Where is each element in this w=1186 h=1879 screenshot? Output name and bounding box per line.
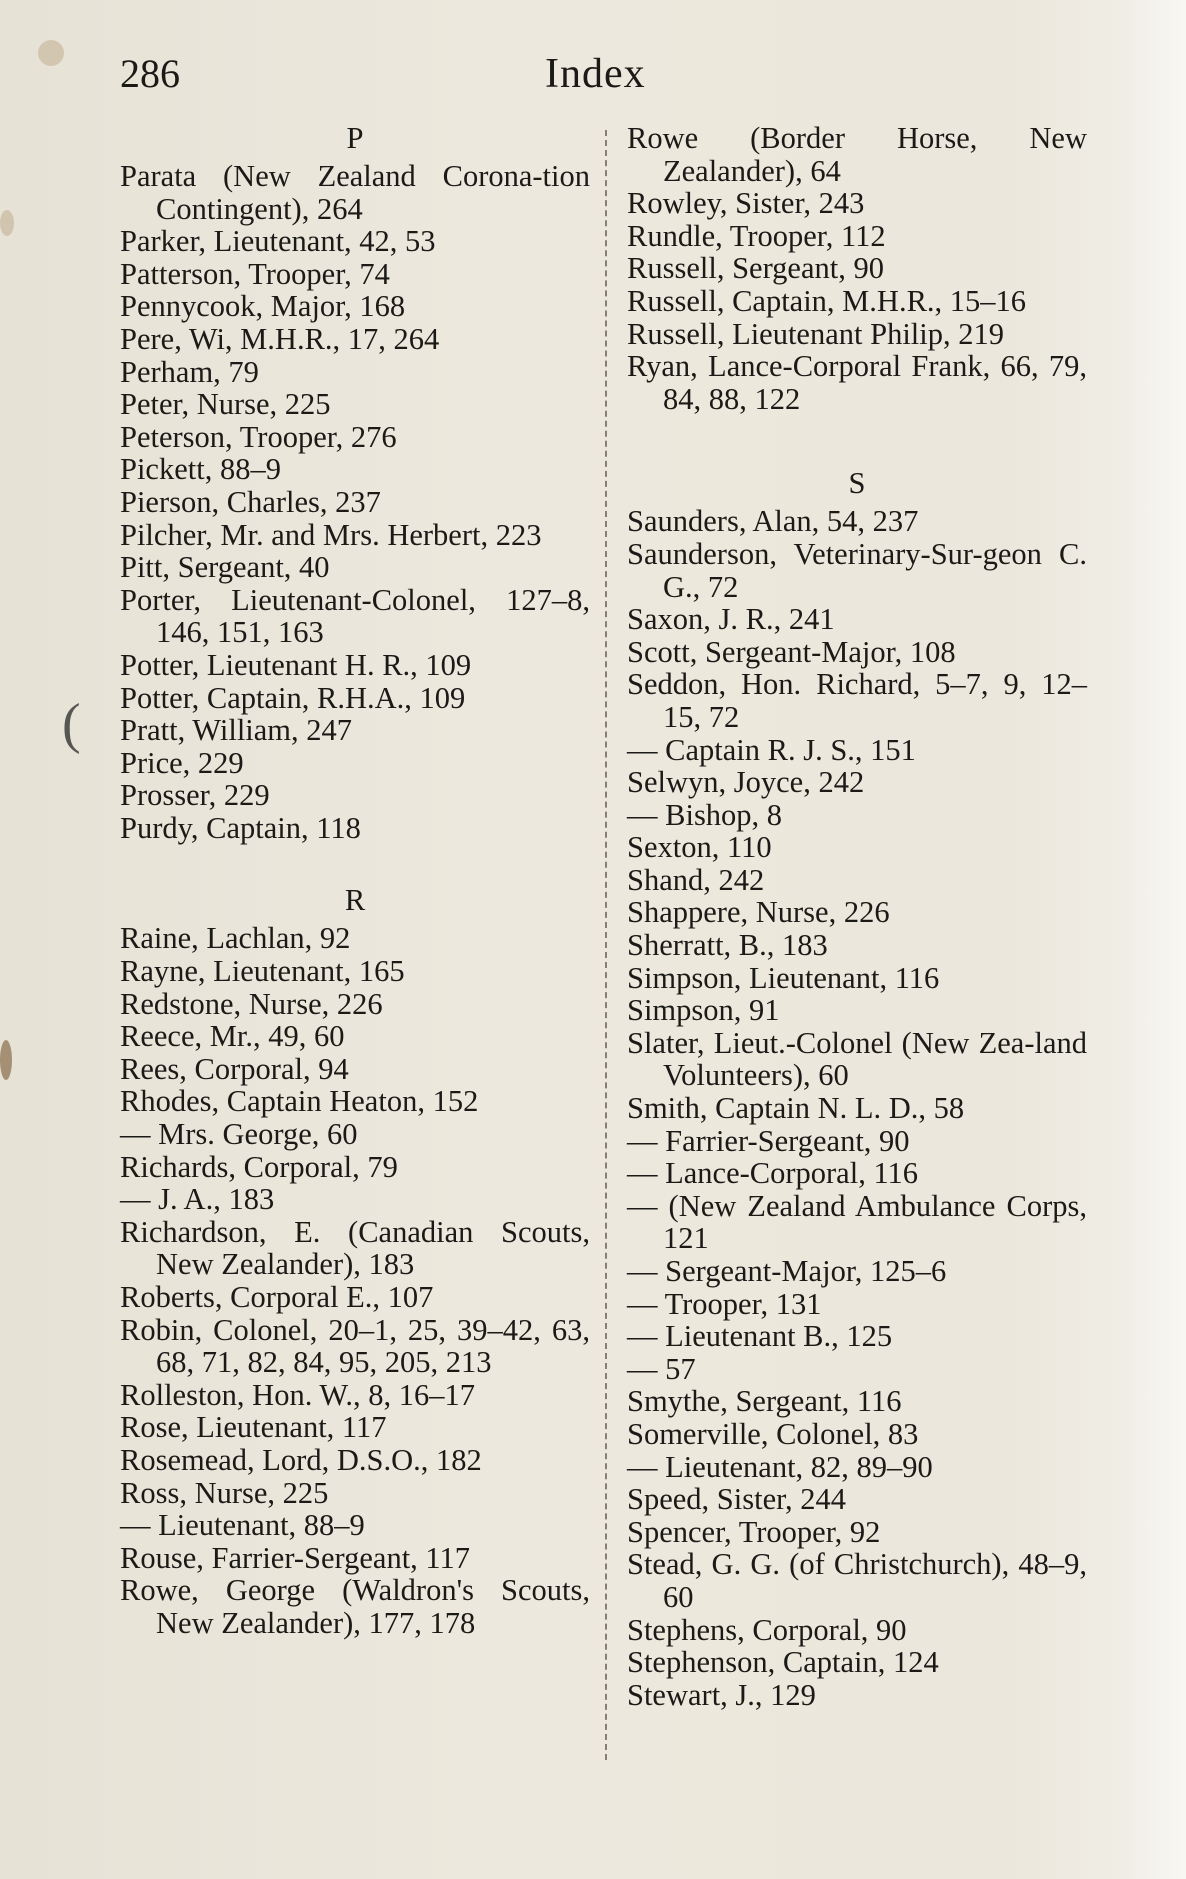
index-entry: Rouse, Farrier-Sergeant, 117 <box>120 1540 471 1575</box>
index-entry: Raine, Lachlan, 92 <box>120 921 351 956</box>
left-column <box>120 122 590 1640</box>
index-entry: Rosemead, Lord, D.S.O., 182 <box>120 1442 482 1477</box>
index-entry: Rundle, Trooper, 112 <box>627 218 886 253</box>
index-entry: Purdy, Captain, 118 <box>120 810 361 845</box>
section-letter-s: S <box>848 466 866 501</box>
index-entry: Scott, Sergeant-Major, 108 <box>627 634 956 669</box>
index-entry: — Bishop, 8 <box>627 797 783 832</box>
index-entry: Pilcher, Mr. and Mrs. Herbert, 223 <box>120 517 542 552</box>
index-entry: Perham, 79 <box>120 354 259 389</box>
index-entry: Pierson, Charles, 237 <box>120 484 381 519</box>
index-entry: Sherratt, B., 183 <box>627 928 828 963</box>
index-entry: Seddon, Hon. Richard, 5–7, 9, 12–15, 72 <box>627 667 1087 734</box>
index-entry: Ross, Nurse, 225 <box>120 1475 329 1510</box>
index-entry: Shappere, Nurse, 226 <box>627 895 890 930</box>
index-entry: Peter, Nurse, 225 <box>120 387 331 422</box>
index-entry: Price, 229 <box>120 745 244 780</box>
index-entry: — Sergeant-Major, 125–6 <box>627 1254 947 1288</box>
index-entry: Pratt, William, 247 <box>120 713 353 748</box>
index-entry: Stephens, Corporal, 90 <box>627 1612 907 1647</box>
index-entry: Shand, 242 <box>627 862 765 897</box>
index-entry: Slater, Lieut.-Colonel (New Zea-land Volunteers), 60 <box>627 1025 1087 1093</box>
index-entry: Richardson, E. (Canadian Scouts, New Zealander), 183 <box>120 1214 590 1282</box>
margin-bracket-mark: ( <box>62 693 81 755</box>
index-entry: Rowe (Border Horse, New Zealander), 64 <box>627 121 1087 188</box>
paper-stain <box>0 1040 12 1080</box>
index-entry: Rolleston, Hon. W., 8, 16–17 <box>120 1377 476 1412</box>
index-entry: Rose, Lieutenant, 117 <box>120 1410 387 1445</box>
index-entry: — Lance-Corporal, 116 <box>627 1156 919 1191</box>
index-entry: Robin, Colonel, 20–1, 25, 39–42, 63, 68, 71, 82, 84, 95, 205, 213 <box>120 1312 590 1380</box>
index-entry: Rayne, Lieutenant, 165 <box>120 954 405 989</box>
index-entry: Saunders, Alan, 54, 237 <box>627 504 919 539</box>
index-entry: Ryan, Lance-Corporal Frank, 66, 79, 84, 88, 122 <box>627 349 1087 416</box>
index-entry: Rees, Corporal, 94 <box>120 1051 349 1086</box>
index-entry: Speed, Sister, 244 <box>627 1482 847 1517</box>
index-entry: Selwyn, Joyce, 242 <box>627 765 865 800</box>
index-entry: Saunderson, Veterinary-Sur-geon C. G., 72 <box>627 536 1087 604</box>
index-entry: — Lieutenant B., 125 <box>627 1319 893 1354</box>
index-entry: Peterson, Trooper, 276 <box>120 419 397 454</box>
index-entry: Russell, Lieutenant Philip, 219 <box>627 316 1004 351</box>
index-entry: — 57 <box>627 1351 696 1386</box>
index-entry: Stewart, J., 129 <box>627 1677 816 1712</box>
index-entry: Rowe, George (Waldron's Scouts, New Zealander), 177, 178 <box>120 1573 590 1640</box>
index-entry: — Mrs. George, 60 <box>120 1117 358 1152</box>
index-entry: Roberts, Corporal E., 107 <box>120 1280 434 1314</box>
index-entry: — (New Zealand Ambulance Corps, 121 <box>627 1188 1087 1256</box>
column-divider <box>605 130 607 1760</box>
index-entry: Potter, Lieutenant H. R., 109 <box>120 647 472 682</box>
index-entry: — Lieutenant, 88–9 <box>120 1508 365 1543</box>
page-number: 286 <box>120 51 180 96</box>
index-entry: — Farrier-Sergeant, 90 <box>627 1123 910 1158</box>
index-entry: Prosser, 229 <box>120 778 270 813</box>
index-entry: Somerville, Colonel, 83 <box>627 1416 919 1451</box>
index-entry: Sexton, 110 <box>627 830 772 865</box>
index-entry: Parker, Lieutenant, 42, 53 <box>120 224 436 259</box>
paper-stain <box>0 210 14 236</box>
index-entry: Pennycook, Major, 168 <box>120 289 406 324</box>
index-entry: Simpson, Lieutenant, 116 <box>627 960 940 995</box>
index-entry: Spencer, Trooper, 92 <box>627 1514 881 1549</box>
index-entry: Parata (New Zealand Corona-tion Contingent), 264 <box>120 159 590 226</box>
index-entry: Pere, Wi, M.H.R., 17, 264 <box>120 321 440 356</box>
index-entry: — Lieutenant, 82, 89–90 <box>627 1449 933 1484</box>
index-entry: — J. A., 183 <box>120 1182 275 1217</box>
page-header <box>0 50 1186 110</box>
section-letter-p: P <box>346 121 364 155</box>
entry-list-r <box>120 922 590 1639</box>
index-entry: — Captain R. J. S., 151 <box>627 732 916 767</box>
entry-list-p <box>120 160 590 844</box>
index-entry: Smith, Captain N. L. D., 58 <box>627 1091 965 1126</box>
index-entry: Simpson, 91 <box>627 993 780 1028</box>
index-entry: Rhodes, Captain Heaton, 152 <box>120 1084 479 1119</box>
index-entry: Potter, Captain, R.H.A., 109 <box>120 680 466 715</box>
index-entry: Porter, Lieutenant-Colonel, 127–8, 146, 151, 163 <box>120 582 590 650</box>
page-edge-shadow <box>1126 0 1186 1879</box>
index-entry: Saxon, J. R., 241 <box>627 602 835 637</box>
index-entry: Russell, Sergeant, 90 <box>627 251 884 286</box>
index-entry: Rowley, Sister, 243 <box>627 186 865 221</box>
section-letter-r: R <box>344 883 366 918</box>
index-entry: Smythe, Sergeant, 116 <box>627 1384 902 1419</box>
right-column <box>627 122 1087 1711</box>
index-entry: — Trooper, 131 <box>627 1286 822 1321</box>
index-entry: Redstone, Nurse, 226 <box>120 986 383 1021</box>
index-entry: Stephenson, Captain, 124 <box>627 1645 939 1680</box>
index-entry: Pickett, 88–9 <box>120 452 281 487</box>
entry-list-s <box>627 505 1087 1711</box>
index-entry: Patterson, Trooper, 74 <box>120 256 390 291</box>
index-entry: Stead, G. G. (of Christchurch), 48–9, 60 <box>627 1547 1087 1614</box>
index-entry: Pitt, Sergeant, 40 <box>120 550 330 585</box>
index-entry: Russell, Captain, M.H.R., 15–16 <box>627 283 1027 318</box>
running-title: Index <box>545 51 646 97</box>
index-entry: Reece, Mr., 49, 60 <box>120 1019 345 1054</box>
entry-list-r-continued <box>627 122 1087 415</box>
index-entry: Richards, Corporal, 79 <box>120 1149 398 1184</box>
